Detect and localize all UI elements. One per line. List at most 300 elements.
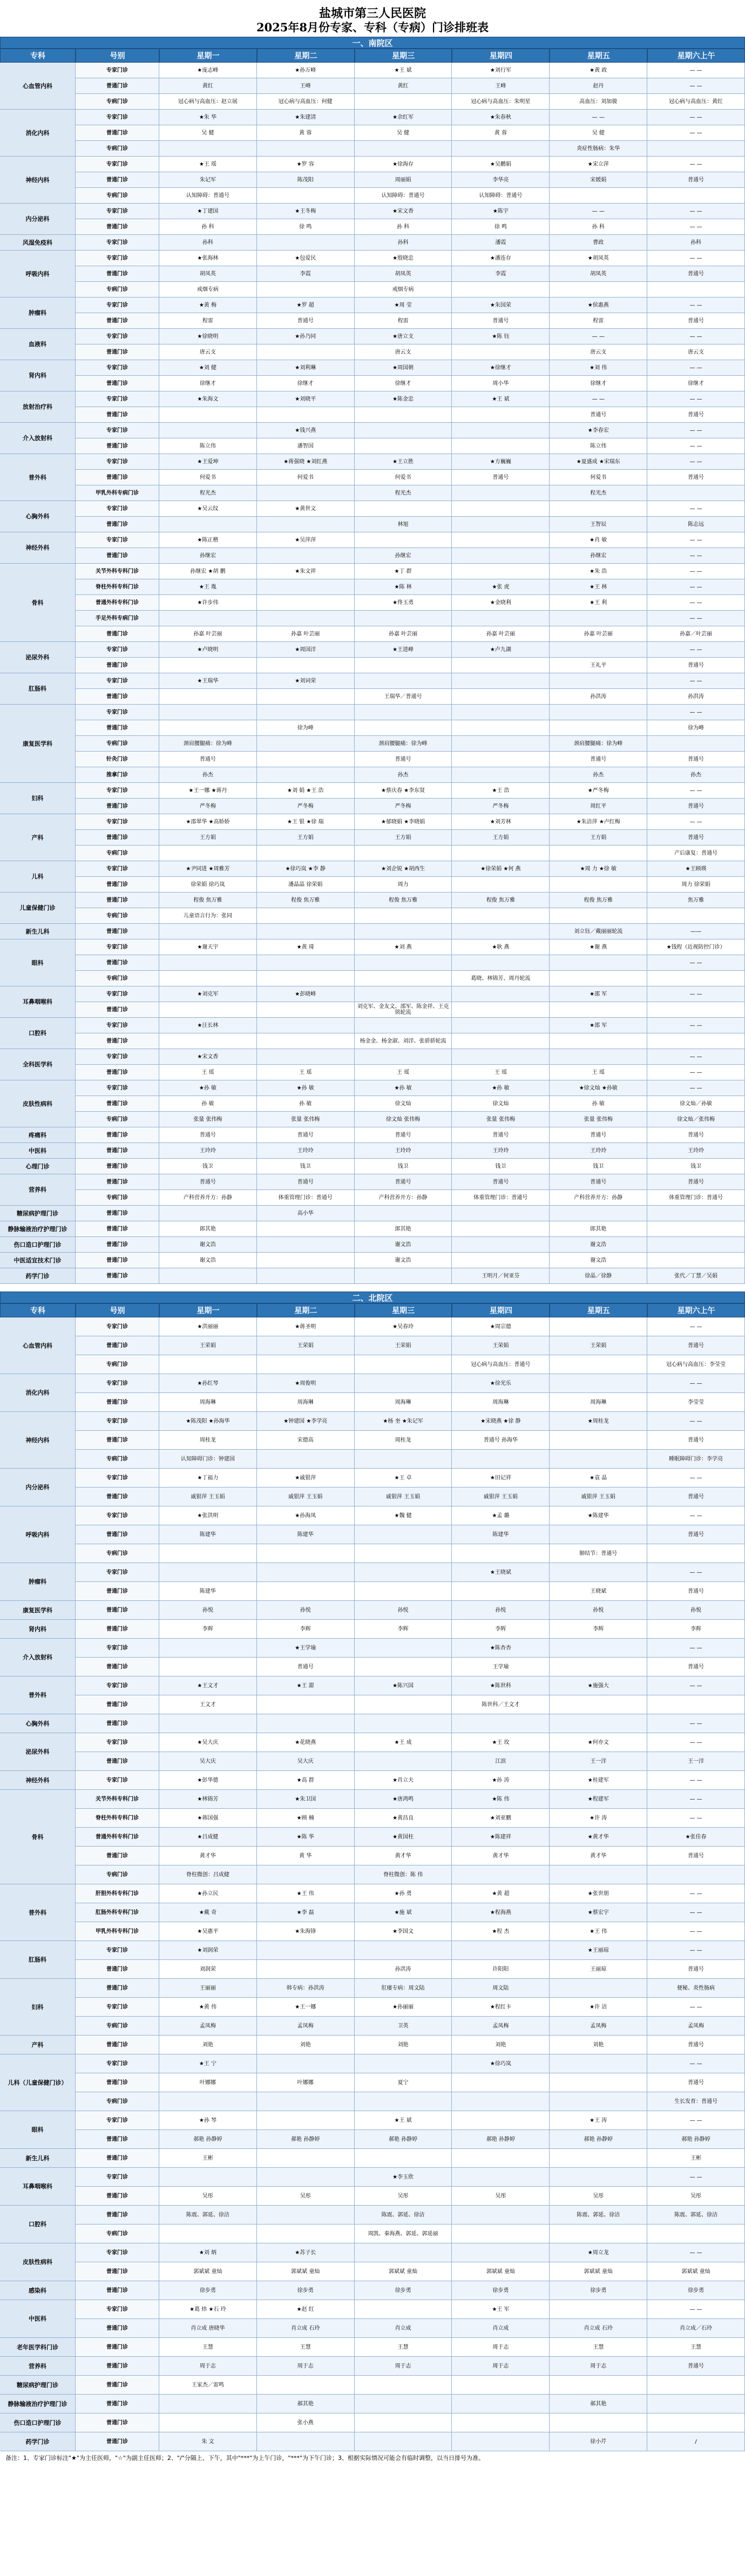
doctor-cell: 王荣娟 — [550, 1336, 647, 1355]
clinic-type-cell: 普通门诊 — [76, 2413, 159, 2432]
doctor-cell: 普通号 — [257, 1174, 355, 1190]
doctor-cell: 吴大庆 — [159, 1752, 257, 1771]
doctor-cell: 普通号 — [647, 658, 745, 673]
doctor-cell — [452, 1221, 550, 1237]
doctor-cell: — — — [647, 1317, 745, 1336]
department-cell: 全科医学科 — [0, 1049, 76, 1080]
doctor-cell: ★陈世科 — [452, 1676, 550, 1695]
clinic-type-cell: 普通门诊 — [76, 2281, 159, 2300]
doctor-cell: 孙杰 — [355, 767, 452, 783]
doctor-cell: ★黄 梅 — [159, 298, 257, 313]
column-header: 星期二 — [257, 49, 355, 63]
doctor-cell: ★孙 敏 — [452, 1080, 550, 1096]
doctor-cell: ★陈金忠 — [355, 391, 452, 407]
clinic-type-cell: 普通门诊 — [76, 1268, 159, 1284]
doctor-cell — [647, 1695, 745, 1714]
doctor-cell — [257, 705, 355, 720]
doctor-cell — [452, 548, 550, 564]
doctor-cell: 刘艳 — [159, 2036, 257, 2054]
doctor-cell: 刘艳 — [355, 2036, 452, 2054]
column-header: 星期三 — [355, 1303, 452, 1317]
doctor-cell — [257, 2111, 355, 2130]
doctor-cell: ★李春宏 — [550, 423, 647, 438]
doctor-cell: 孙嘉 叶芸丽 — [550, 626, 647, 642]
clinic-type-cell: 肝胆外科专科门诊 — [76, 1884, 159, 1903]
doctor-cell: ★余红军 — [355, 110, 452, 125]
doctor-cell: 谢文浩 — [550, 1253, 647, 1268]
doctor-cell — [257, 1865, 355, 1884]
doctor-cell: 徐为峰 — [647, 720, 745, 736]
doctor-cell: ★耿 燕 — [452, 939, 550, 955]
doctor-cell — [355, 1582, 452, 1601]
doctor-cell: 李莹莹 — [647, 1393, 745, 1412]
clinic-type-cell: 普通门诊 — [76, 78, 159, 94]
doctor-cell: ★朱 浩 — [550, 564, 647, 579]
doctor-cell: 孟凤梅 — [452, 2017, 550, 2036]
doctor-cell: 吴 健 — [159, 125, 257, 141]
doctor-cell: 陈震、郭延、徐洁 — [550, 2206, 647, 2225]
doctor-cell — [257, 1268, 355, 1284]
doctor-cell — [257, 235, 355, 251]
clinic-type-cell: 专家门诊 — [76, 235, 159, 251]
doctor-cell: 普通号 — [647, 799, 745, 814]
doctor-cell: 王方娟 — [452, 830, 550, 846]
doctor-cell — [452, 752, 550, 767]
doctor-cell: 吴彤 — [647, 2187, 745, 2206]
doctor-cell — [159, 955, 257, 971]
doctor-cell — [355, 1752, 452, 1771]
doctor-cell — [159, 2225, 257, 2243]
doctor-cell: 胡凤英 — [159, 266, 257, 282]
doctor-cell: 周于志 — [452, 2357, 550, 2376]
doctor-cell — [355, 1639, 452, 1658]
doctor-cell: 普通号 — [647, 1525, 745, 1544]
doctor-cell: 黄红 — [159, 78, 257, 94]
doctor-cell: ★王 胤 — [159, 579, 257, 595]
column-header: 星期六上午 — [647, 49, 745, 63]
doctor-cell — [550, 877, 647, 893]
clinic-type-cell: 普通门诊 — [76, 2395, 159, 2413]
doctor-cell: ★王丽琼 — [550, 1941, 647, 1960]
doctor-cell: ★王文才 — [159, 1676, 257, 1695]
clinic-type-cell: 普通门诊 — [76, 1096, 159, 1112]
doctor-cell — [452, 423, 550, 438]
clinic-type-cell: 普通门诊 — [76, 1033, 159, 1049]
doctor-cell — [550, 705, 647, 720]
clinic-type-cell: 普通外科专科门诊 — [76, 1828, 159, 1847]
clinic-type-cell: 专家门诊 — [76, 204, 159, 219]
doctor-cell: 徐为峰 — [257, 720, 355, 736]
doctor-cell: ★陈茂阳 ★孙海华 — [159, 1412, 257, 1431]
department-cell: 静脉输液治疗护理门诊 — [0, 1221, 76, 1237]
doctor-cell: ★方巍巍 — [452, 454, 550, 470]
doctor-cell: 王玲玲 — [159, 1143, 257, 1159]
doctor-cell: 郎其艳 — [355, 1221, 452, 1237]
doctor-cell — [355, 846, 452, 861]
doctor-cell — [550, 846, 647, 861]
doctor-cell — [159, 2168, 257, 2187]
department-cell: 静脉输液治疗护理门诊 — [0, 2395, 76, 2413]
doctor-cell: 郭斌斌 童灿 — [355, 2262, 452, 2281]
doctor-cell: 潘智国 — [257, 438, 355, 454]
doctor-cell — [257, 846, 355, 861]
doctor-cell: 刘立钰／戴丽丽轮流 — [550, 924, 647, 939]
clinic-type-cell: 普通门诊 — [76, 1847, 159, 1865]
doctor-cell: 孙悦 — [257, 1601, 355, 1620]
doctor-cell: 胡凤英 — [550, 266, 647, 282]
doctor-cell: 黄红 — [355, 78, 452, 94]
doctor-cell: 高小华 — [257, 1206, 355, 1221]
doctor-cell: 普通号 — [647, 407, 745, 423]
department-cell: 皮肤性病科 — [0, 1080, 76, 1127]
doctor-cell: 陈立伟 — [550, 438, 647, 454]
doctor-cell: — — — [647, 1412, 745, 1431]
doctor-cell: ★刘亚鹏 — [452, 1809, 550, 1828]
doctor-cell: ★庞志峰 — [159, 63, 257, 78]
doctor-cell: — — — [647, 1563, 745, 1582]
doctor-cell: 唐云支 — [550, 344, 647, 360]
doctor-cell: ★孙乃同 — [257, 329, 355, 344]
doctor-cell: — — — [647, 391, 745, 407]
doctor-cell: 普通号 — [647, 1847, 745, 1865]
doctor-cell: 普通号 — [355, 1127, 452, 1143]
doctor-cell — [452, 986, 550, 1002]
doctor-cell: 普通号 — [550, 407, 647, 423]
department-cell: 儿科（儿童保健门诊） — [0, 2054, 76, 2111]
doctor-cell: 颈肩腰腿痛：徐为峰 — [159, 736, 257, 752]
doctor-cell: ★丁建国 — [159, 204, 257, 219]
doctor-cell: ★侯惠燕 — [550, 298, 647, 313]
department-cell: 神经内科 — [0, 1412, 76, 1469]
doctor-cell: 孙继宏 — [550, 548, 647, 564]
doctor-cell: ★黄 政 — [550, 63, 647, 78]
doctor-cell — [647, 2395, 745, 2413]
clinic-type-cell: 普通门诊 — [76, 1143, 159, 1159]
doctor-cell: — — — [647, 2300, 745, 2319]
clinic-type-cell: 专家门诊 — [76, 2300, 159, 2319]
doctor-cell: ★周桂龙 — [550, 1412, 647, 1431]
department-cell: 口腔科 — [0, 2206, 76, 2243]
doctor-cell: — — — [647, 1049, 745, 1065]
doctor-cell: ★王 银 ★徐 瑞 — [257, 814, 355, 830]
doctor-cell — [550, 2149, 647, 2168]
doctor-cell: 周海琳 — [550, 1393, 647, 1412]
doctor-cell: ★何亦文 — [550, 1733, 647, 1752]
doctor-cell: 郭斌斌 童灿 — [159, 2262, 257, 2281]
doctor-cell — [257, 344, 355, 360]
doctor-cell: ★王 瑶 — [159, 157, 257, 172]
doctor-cell: 徐小芹 — [550, 2432, 647, 2451]
doctor-cell: 周桂龙 — [159, 1431, 257, 1450]
doctor-cell — [647, 1033, 745, 1049]
clinic-type-cell: 普通门诊 — [76, 689, 159, 705]
doctor-cell: ★刘 伟 — [550, 360, 647, 376]
doctor-cell — [355, 1450, 452, 1469]
doctor-cell: ★周 力 ★徐 敏 — [550, 861, 647, 877]
doctor-cell: 普通号 — [647, 172, 745, 188]
clinic-type-cell: 普通门诊 — [76, 955, 159, 971]
doctor-cell: ★林锦芳 — [159, 1790, 257, 1809]
doctor-cell — [159, 658, 257, 673]
doctor-cell — [550, 955, 647, 971]
clinic-type-cell: 普通门诊 — [76, 438, 159, 454]
doctor-cell: 程俊 焦万雅 — [452, 893, 550, 908]
doctor-cell — [257, 955, 355, 971]
doctor-cell: ★戚银萍 — [257, 1469, 355, 1488]
doctor-cell: — — — [550, 329, 647, 344]
doctor-cell: 睡眠障碍门诊：李学亮 — [647, 1450, 745, 1469]
doctor-cell: 戚银萍 王玉娟 — [550, 1488, 647, 1506]
clinic-type-cell: 关节外科专科门诊 — [76, 564, 159, 579]
doctor-cell — [257, 2149, 355, 2168]
clinic-type-cell: 普通门诊 — [76, 1525, 159, 1544]
doctor-cell: 王荣娟 — [355, 1336, 452, 1355]
doctor-cell: 徐步勇 — [159, 2281, 257, 2300]
doctor-cell — [550, 1049, 647, 1065]
department-cell: 药学门诊 — [0, 1268, 76, 1284]
doctor-cell: ★戴 奇 — [159, 1903, 257, 1922]
doctor-cell: 普通号 — [452, 313, 550, 329]
doctor-cell — [159, 1033, 257, 1049]
doctor-cell: 孙 敏 — [550, 1096, 647, 1112]
clinic-type-cell: 普通门诊 — [76, 125, 159, 141]
doctor-cell: ★刘 燕 — [355, 939, 452, 955]
doctor-cell: 周文陆 — [452, 1979, 550, 1998]
doctor-cell: 孙继宏 — [355, 548, 452, 564]
doctor-cell: 唐云支 — [159, 344, 257, 360]
doctor-cell: 陈建华 — [257, 1525, 355, 1544]
department-cell: 肛肠科 — [0, 673, 76, 705]
doctor-cell — [159, 2092, 257, 2111]
doctor-cell: 张量 张伟梅 — [452, 1112, 550, 1127]
clinic-type-cell: 专家门诊 — [76, 1771, 159, 1790]
clinic-type-cell: 普通门诊 — [76, 1620, 159, 1639]
doctor-cell — [355, 1563, 452, 1582]
doctor-cell — [452, 2243, 550, 2262]
clinic-type-cell: 专家门诊 — [76, 1469, 159, 1488]
department-cell: 肿瘤科 — [0, 298, 76, 329]
doctor-cell: ★程海燕 — [452, 1903, 550, 1922]
doctor-cell: 徐文灿／张伟梅 — [647, 1112, 745, 1127]
doctor-cell — [550, 2225, 647, 2243]
clinic-type-cell: 普通门诊 — [76, 626, 159, 642]
department-cell: 糖尿病护理门诊 — [0, 2376, 76, 2395]
doctor-cell — [355, 720, 452, 736]
doctor-cell: ★张世朋 — [550, 1884, 647, 1903]
doctor-cell — [159, 924, 257, 939]
doctor-cell — [257, 2225, 355, 2243]
doctor-cell: 赵丹 — [550, 78, 647, 94]
doctor-cell — [355, 908, 452, 924]
doctor-cell: 李华亮 — [452, 172, 550, 188]
doctor-cell — [452, 2092, 550, 2111]
clinic-type-cell: 专家门诊 — [76, 1506, 159, 1525]
clinic-type-cell: 专病门诊 — [76, 971, 159, 986]
doctor-cell: 陈世科／王文才 — [452, 1695, 550, 1714]
doctor-cell — [452, 2168, 550, 2187]
doctor-cell — [355, 1374, 452, 1393]
doctor-cell: ★朱春秋 — [452, 110, 550, 125]
doctor-cell: ★佟玉勇 — [355, 595, 452, 611]
department-cell: 伤口造口护理门诊 — [0, 1237, 76, 1253]
doctor-cell — [550, 1206, 647, 1221]
doctor-cell — [257, 141, 355, 157]
department-cell: 泌尿外科 — [0, 1733, 76, 1771]
doctor-cell — [452, 2376, 550, 2395]
doctor-cell — [257, 1544, 355, 1563]
doctor-cell: 黄才华 — [355, 1847, 452, 1865]
doctor-cell: 王 瑶 — [355, 1065, 452, 1080]
doctor-cell — [452, 767, 550, 783]
doctor-cell — [452, 485, 550, 501]
clinic-type-cell: 专家门诊 — [76, 2111, 159, 2130]
doctor-cell: — — — [647, 2168, 745, 2187]
doctor-cell — [647, 188, 745, 204]
doctor-cell: 程光杰 — [355, 485, 452, 501]
doctor-cell: ★王一娜 ★蒋丹 — [159, 783, 257, 799]
doctor-cell: 普通号 — [647, 2036, 745, 2054]
doctor-cell — [452, 564, 550, 579]
doctor-cell — [550, 2376, 647, 2395]
clinic-type-cell: 专家门诊 — [76, 1563, 159, 1582]
clinic-type-cell: 普通门诊 — [76, 1253, 159, 1268]
doctor-cell — [355, 94, 452, 110]
doctor-cell: 王一洋 — [647, 1752, 745, 1771]
doctor-cell — [452, 1941, 550, 1960]
doctor-cell — [257, 1355, 355, 1374]
clinic-type-cell: 普通门诊 — [76, 376, 159, 391]
doctor-cell: 普通号 — [550, 752, 647, 767]
doctor-cell: ★刘利琳 — [257, 360, 355, 376]
doctor-cell: 郎其艳 — [550, 1221, 647, 1237]
doctor-cell — [257, 1237, 355, 1253]
page-titles — [0, 0, 745, 37]
doctor-cell — [159, 611, 257, 626]
clinic-type-cell: 专家门诊 — [76, 986, 159, 1002]
doctor-cell: 江滨 — [452, 1752, 550, 1771]
doctor-cell: — — — [647, 438, 745, 454]
doctor-cell — [355, 2413, 452, 2432]
doctor-cell: 孙 科 — [355, 219, 452, 235]
column-header: 星期五 — [550, 49, 647, 63]
department-cell: 产科 — [0, 2036, 76, 2054]
doctor-cell: ★王一娜 — [257, 1998, 355, 2017]
doctor-cell: 普通号 — [257, 1127, 355, 1143]
clinic-type-cell: 普通门诊 — [76, 517, 159, 532]
doctor-cell — [452, 2225, 550, 2243]
doctor-cell: 宋德高 — [257, 1431, 355, 1450]
doctor-cell — [355, 2300, 452, 2319]
doctor-cell: 孙继宏 ★胡 鹏 — [159, 564, 257, 579]
doctor-cell: 严冬梅 — [355, 799, 452, 814]
doctor-cell — [550, 1714, 647, 1733]
department-cell: 疼痛科 — [0, 1127, 76, 1143]
column-header: 星期二 — [257, 1303, 355, 1317]
doctor-cell: 体重管理门诊：普通号 — [257, 1190, 355, 1206]
doctor-cell: ★刘克军 — [159, 986, 257, 1002]
doctor-cell — [257, 188, 355, 204]
doctor-cell: 王方娟 — [550, 830, 647, 846]
doctor-cell: 黄 蓉 — [452, 125, 550, 141]
doctor-cell: ★孙红琴 — [159, 1374, 257, 1393]
doctor-cell: 孙悦 — [355, 1601, 452, 1620]
doctor-cell: ★钱程（近视防控门诊） — [647, 939, 745, 955]
clinic-type-cell: 普通门诊 — [76, 2338, 159, 2357]
doctor-cell: ★张海林 — [159, 251, 257, 266]
doctor-cell: 王荣娟 — [159, 1336, 257, 1355]
doctor-cell: 钱卫 — [550, 1159, 647, 1174]
doctor-cell: 张小燕 — [257, 2413, 355, 2432]
doctor-cell: 普通号 — [647, 1174, 745, 1190]
doctor-cell — [550, 1979, 647, 1998]
doctor-cell — [257, 689, 355, 705]
clinic-type-cell: 普通门诊 — [76, 720, 159, 736]
doctor-cell: — — — [647, 579, 745, 595]
doctor-cell — [257, 1018, 355, 1033]
doctor-cell: 周海琳 — [452, 1393, 550, 1412]
doctor-cell: 谢文浩 — [159, 1253, 257, 1268]
doctor-cell: 刘艳 — [550, 2036, 647, 2054]
doctor-cell: ★金晓利 — [452, 595, 550, 611]
clinic-type-cell: 专家门诊 — [76, 705, 159, 720]
doctor-cell: 吴彤 — [257, 2187, 355, 2206]
doctor-cell: 陈建华 — [159, 1525, 257, 1544]
doctor-cell: 吴 健 — [550, 125, 647, 141]
doctor-cell — [355, 1018, 452, 1033]
doctor-cell: 孙悦 — [550, 1601, 647, 1620]
doctor-cell: ★黄 琦 — [257, 939, 355, 955]
doctor-cell: 王智辰 — [550, 517, 647, 532]
doctor-cell: 吴 健 — [355, 125, 452, 141]
doctor-cell: 孙洪涛 — [647, 689, 745, 705]
doctor-cell: 陈立伟 — [159, 438, 257, 454]
doctor-cell: 戚银萍 王玉娟 — [159, 1488, 257, 1506]
department-cell: 内分泌科 — [0, 204, 76, 235]
doctor-cell: 何爱书 — [159, 470, 257, 485]
clinic-type-cell: 专家门诊 — [76, 423, 159, 438]
clinic-type-cell: 手足外科专病门诊 — [76, 611, 159, 626]
department-cell: 儿科 — [0, 861, 76, 893]
clinic-type-cell: 普通门诊 — [76, 313, 159, 329]
doctor-cell — [355, 1268, 452, 1284]
doctor-cell: ★周俊明 — [257, 1374, 355, 1393]
doctor-cell: 郎其艳 — [159, 1221, 257, 1237]
doctor-cell — [452, 438, 550, 454]
doctor-cell: — — — [647, 2054, 745, 2073]
doctor-cell: ★王 浩 — [452, 783, 550, 799]
doctor-cell: 周于志 — [159, 2357, 257, 2376]
doctor-cell: 程俊 焦万雅 — [355, 893, 452, 908]
clinic-type-cell: 专家门诊 — [76, 1049, 159, 1065]
doctor-cell: ★王 伟 — [257, 1884, 355, 1903]
doctor-cell — [452, 846, 550, 861]
doctor-cell: / — [647, 2432, 745, 2451]
doctor-cell — [257, 924, 355, 939]
doctor-cell: 李霞 — [257, 266, 355, 282]
department-cell: 肿瘤科 — [0, 1563, 76, 1601]
doctor-cell — [550, 720, 647, 736]
doctor-cell: ★刘 娟 ★王 浩 — [257, 783, 355, 799]
doctor-cell: 徐文灿 — [355, 1096, 452, 1112]
doctor-cell: ★王 军 — [452, 2300, 550, 2319]
doctor-cell: ★程 杰 — [452, 1922, 550, 1941]
doctor-cell: 产后康复：普通号 — [647, 846, 745, 861]
clinic-type-cell: 普通门诊 — [76, 2187, 159, 2206]
doctor-cell: 认知障碍：普通号 — [355, 188, 452, 204]
doctor-cell: ★丁 群 — [355, 564, 452, 579]
doctor-cell — [452, 344, 550, 360]
doctor-cell — [550, 908, 647, 924]
